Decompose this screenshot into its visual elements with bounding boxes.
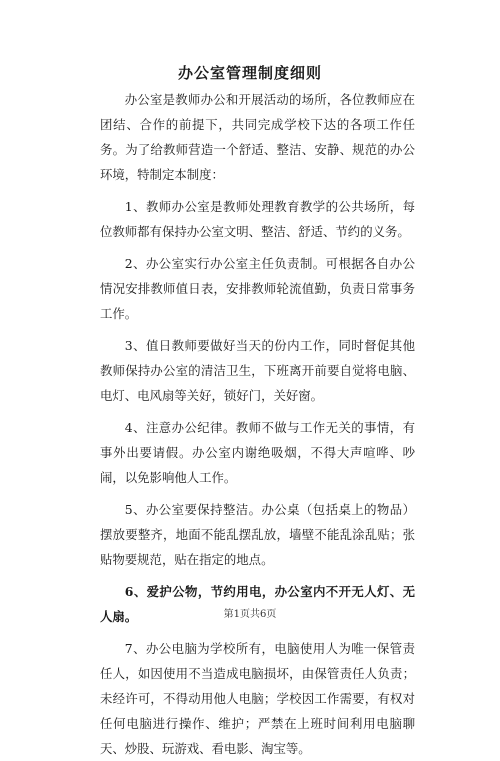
- paragraph-rule-3: 3、值日教师要做好当天的份内工作，同时督促其他教师保持办公室的清洁卫生，下班离开前要自觉将电脑、电灯、电风扇等关好，锁好门，关好窗。: [100, 338, 415, 403]
- paragraph-intro: 办公室是教师办公和开展活动的场所，各位教师应在团结、合作的前提下，共同完成学校下达的各项工作任务。为了给教师营造一个舒适、整洁、安静、规范的办公环境，特制定本制度：: [100, 92, 415, 182]
- document-title: 办公室管理制度细则: [177, 64, 322, 82]
- document-body: [100, 87, 415, 761]
- paragraph-rule-2: 2、办公室实行办公室主任负责制。可根据各自办公情况安排教师值日表，安排教师轮流值勤，负责日常事务工作。: [100, 256, 415, 321]
- paragraph-rule-6: 6、爱护公物，节约用电，办公室内不开无人灯、无人扇。: [100, 584, 415, 624]
- paragraph-rule-7: 7、办公电脑为学校所有，电脑使用人为唯一保管责任人，如因使用不当造成电脑损坏，由保管责任人负责；未经许可，不得动用他人电脑；学校因工作需要，有权对任何电脑进行操作、维护；严禁在上班时间利用电脑聊天、炒股、玩游戏、看电影、淘宝等。: [100, 641, 415, 756]
- page-number-footer: 第1页共6页: [223, 609, 277, 620]
- paragraph-rule-5: 5、办公室要保持整洁。办公桌（包括桌上的物品）摆放要整齐，地面不能乱摆乱放，墙壁不能乱涂乱贴；张贴物要规范，贴在指定的地点。: [100, 502, 415, 567]
- paragraph-rule-1: 1、教师办公室是教师处理教育教学的公共场所，每位教师都有保持办公室文明、整洁、舒适、节约的义务。: [100, 199, 415, 239]
- paragraph-rule-4: 4、注意办公纪律。教师不做与工作无关的事情，有事外出要请假。办公室内谢绝吸烟，不得大声喧哗、吵闹，以免影响他人工作。: [100, 420, 415, 485]
